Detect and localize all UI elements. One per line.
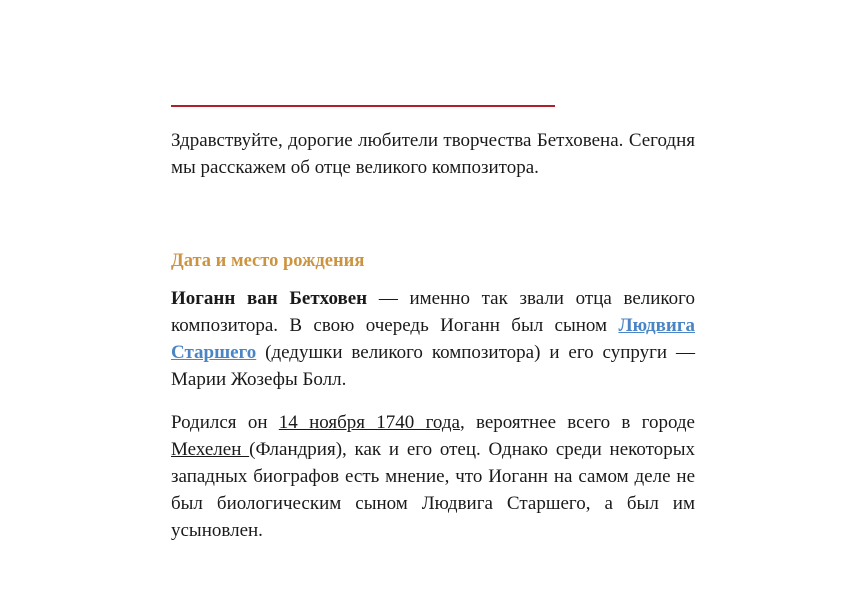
paragraph-birth [171, 409, 695, 544]
paragraph-text: , вероятнее всего в городе [459, 412, 695, 433]
birth-date-link[interactable]: 14 ноября 1740 года [278, 412, 460, 433]
paragraph-text: (Фландрия), как и его отец. Однако среди некоторых западных биографов есть мнение, что Иоганн на самом деле не был биологическим сыном Людвига Старшего, а был им усыновлен. [171, 439, 695, 541]
decorative-rule [171, 105, 555, 107]
paragraph-father [171, 285, 695, 393]
paragraph-text: — именно так звали отца великого композитора. В свою очередь Иоганн был сыном [171, 288, 696, 336]
ludwig-senior-link[interactable]: Людвига Старшего [171, 315, 695, 363]
section-heading: Дата и место рождения [171, 251, 365, 271]
mechelen-link[interactable]: Мехелен [171, 439, 250, 460]
article-body [171, 127, 695, 544]
paragraph-text: Родился он [171, 412, 279, 433]
father-name: Иоганн ван Бетховен [171, 288, 368, 309]
intro-paragraph: Здравствуйте, дорогие любители творчества Бетховена. Сегодня мы расскажем об отце великого композитора. [171, 130, 695, 178]
paragraph-text: (дедушки великого композитора) и его супруги — Марии Жозефы Болл. [171, 342, 695, 390]
